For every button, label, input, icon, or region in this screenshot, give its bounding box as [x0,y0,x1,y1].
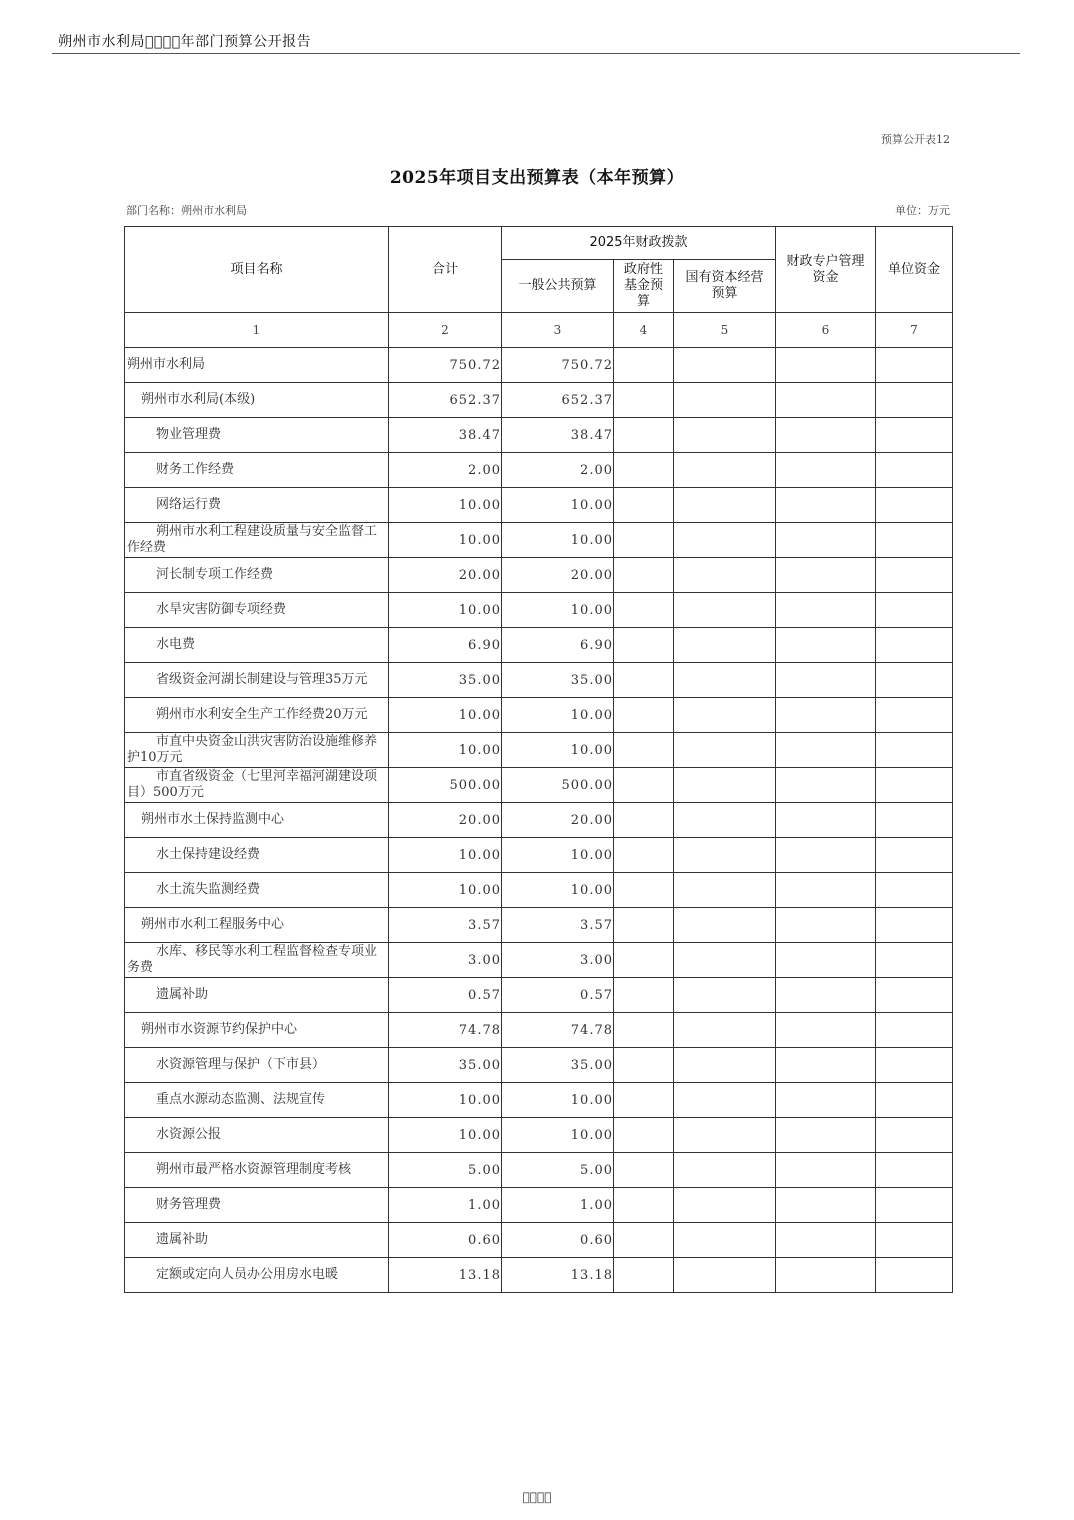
state-capital-cell [674,733,776,768]
general-budget-cell: 20.00 [502,803,614,838]
unit-fund-cell [876,523,953,558]
gov-fund-cell [614,768,674,803]
project-name-cell: 水资源管理与保护（下市县） [125,1048,389,1083]
table-row [125,523,953,558]
table-row [125,978,953,1013]
table-row [125,733,953,768]
special-account-cell [776,803,876,838]
project-name-cell: 朔州市水利局 [125,348,389,383]
special-account-cell [776,838,876,873]
general-budget-cell: 652.37 [502,383,614,418]
state-capital-cell [674,593,776,628]
project-name-cell: 物业管理费 [125,418,389,453]
column-header-state-capital: 国有资本经营预算 [674,260,776,313]
project-name-cell: 财务工作经费 [125,453,389,488]
general-budget-cell: 13.18 [502,1258,614,1293]
total-cell: 10.00 [389,1118,502,1153]
general-budget-cell: 35.00 [502,1048,614,1083]
state-capital-cell [674,1118,776,1153]
project-name-cell: 市直中央资金山洪灾害防治设施维修养护10万元 [125,733,389,768]
unit-fund-cell [876,838,953,873]
state-capital-cell [674,628,776,663]
unit-fund-cell [876,1188,953,1223]
special-account-cell [776,348,876,383]
column-index: 4 [614,313,674,348]
general-budget-cell: 10.00 [502,733,614,768]
special-account-cell [776,628,876,663]
state-capital-cell [674,558,776,593]
special-account-cell [776,1118,876,1153]
unit-fund-cell [876,383,953,418]
table-row [125,768,953,803]
state-capital-cell [674,1048,776,1083]
column-header-unit-fund: 单位资金 [876,227,953,313]
total-cell: 5.00 [389,1153,502,1188]
general-budget-cell: 10.00 [502,838,614,873]
general-budget-cell: 10.00 [502,488,614,523]
gov-fund-cell [614,558,674,593]
gov-fund-cell [614,1223,674,1258]
gov-fund-cell [614,383,674,418]
gov-fund-cell [614,488,674,523]
state-capital-cell [674,698,776,733]
table-row [125,838,953,873]
special-account-cell [776,488,876,523]
general-budget-cell: 3.00 [502,943,614,978]
table-row [125,348,953,383]
state-capital-cell [674,1013,776,1048]
total-cell: 35.00 [389,1048,502,1083]
table-row [125,908,953,943]
table-row [125,803,953,838]
project-name-cell: 重点水源动态监测、法规宣传 [125,1083,389,1118]
table-row [125,558,953,593]
special-account-cell [776,1188,876,1223]
total-cell: 10.00 [389,523,502,558]
table-row [125,1153,953,1188]
general-budget-cell: 20.00 [502,558,614,593]
special-account-cell [776,1013,876,1048]
special-account-cell [776,873,876,908]
gov-fund-cell [614,978,674,1013]
state-capital-cell [674,1188,776,1223]
gov-fund-cell [614,838,674,873]
gov-fund-cell [614,1118,674,1153]
gov-fund-cell [614,628,674,663]
total-cell: 10.00 [389,873,502,908]
unit-fund-cell [876,593,953,628]
gov-fund-cell [614,733,674,768]
table-row [125,1048,953,1083]
unit-fund-cell [876,488,953,523]
total-cell: 10.00 [389,838,502,873]
special-account-cell [776,383,876,418]
gov-fund-cell [614,698,674,733]
total-cell: 3.00 [389,943,502,978]
general-budget-cell: 750.72 [502,348,614,383]
table-row [125,1188,953,1223]
gov-fund-cell [614,943,674,978]
total-cell: 652.37 [389,383,502,418]
gov-fund-cell [614,593,674,628]
table-row [125,628,953,663]
state-capital-cell [674,1258,776,1293]
project-name-cell: 朔州市水利工程建设质量与安全监督工作经费 [125,523,389,558]
unit-fund-cell [876,1083,953,1118]
general-budget-cell: 10.00 [502,523,614,558]
special-account-cell [776,978,876,1013]
state-capital-cell [674,1153,776,1188]
general-budget-cell: 3.57 [502,908,614,943]
project-name-cell: 朔州市最严格水资源管理制度考核 [125,1153,389,1188]
state-capital-cell [674,768,776,803]
general-budget-cell: 10.00 [502,1118,614,1153]
unit-fund-cell [876,733,953,768]
column-header-name: 项目名称 [125,227,389,313]
total-cell: 0.57 [389,978,502,1013]
project-name-cell: 水旱灾害防御专项经费 [125,593,389,628]
general-budget-cell: 2.00 [502,453,614,488]
header-divider [52,53,1020,54]
special-account-cell [776,663,876,698]
table-row [125,593,953,628]
special-account-cell [776,418,876,453]
total-cell: 74.78 [389,1013,502,1048]
column-header-gov-fund: 政府性基金预算 [614,260,674,313]
state-capital-cell [674,943,776,978]
special-account-cell [776,908,876,943]
department-label: 部门名称：朔州市水利局 [126,204,247,217]
state-capital-cell [674,383,776,418]
state-capital-cell [674,1083,776,1118]
table-row [125,488,953,523]
general-budget-cell: 0.57 [502,978,614,1013]
table-row [125,1223,953,1258]
special-account-cell [776,558,876,593]
general-budget-cell: 35.00 [502,663,614,698]
special-account-cell [776,593,876,628]
special-account-cell [776,1083,876,1118]
unit-fund-cell [876,978,953,1013]
column-header-fiscal-group: 2025年财政拨款 [502,227,776,260]
general-budget-cell: 10.00 [502,593,614,628]
project-name-cell: 河长制专项工作经费 [125,558,389,593]
state-capital-cell [674,348,776,383]
project-name-cell: 财务管理费 [125,1188,389,1223]
total-cell: 10.00 [389,488,502,523]
general-budget-cell: 74.78 [502,1013,614,1048]
gov-fund-cell [614,873,674,908]
special-account-cell [776,733,876,768]
page-number:      [522,1490,552,1504]
project-name-cell: 水资源公报 [125,1118,389,1153]
gov-fund-cell [614,1258,674,1293]
project-name-cell: 市直省级资金（七里河幸福河湖建设项目）500万元 [125,768,389,803]
general-budget-cell: 38.47 [502,418,614,453]
unit-fund-cell [876,908,953,943]
budget-table [124,226,953,1293]
gov-fund-cell [614,418,674,453]
table-row [125,418,953,453]
unit-fund-cell [876,873,953,908]
page-title: 2025年项目支出预算表（本年预算） [389,168,685,188]
total-cell: 10.00 [389,1083,502,1118]
project-name-cell: 省级资金河湖长制建设与管理35万元 [125,663,389,698]
gov-fund-cell [614,1013,674,1048]
total-cell: 20.00 [389,803,502,838]
table-row [125,383,953,418]
column-index: 6 [776,313,876,348]
project-name-cell: 遗属补助 [125,1223,389,1258]
unit-fund-cell [876,768,953,803]
table-row [125,1083,953,1118]
state-capital-cell [674,873,776,908]
gov-fund-cell [614,453,674,488]
table-row [125,1118,953,1153]
total-cell: 750.72 [389,348,502,383]
gov-fund-cell [614,348,674,383]
total-cell: 10.00 [389,698,502,733]
project-name-cell: 水库、移民等水利工程监督检查专项业务费 [125,943,389,978]
project-name-cell: 定额或定向人员办公用房水电暖 [125,1258,389,1293]
unit-fund-cell [876,663,953,698]
column-header-special-account: 财政专户管理资金 [776,227,876,313]
column-index: 1 [125,313,389,348]
state-capital-cell [674,523,776,558]
unit-fund-cell [876,1013,953,1048]
gov-fund-cell [614,663,674,698]
table-row [125,1013,953,1048]
state-capital-cell [674,418,776,453]
unit-fund-cell [876,558,953,593]
state-capital-cell [674,663,776,698]
special-account-cell [776,943,876,978]
gov-fund-cell [614,523,674,558]
project-name-cell: 遗属补助 [125,978,389,1013]
column-index: 5 [674,313,776,348]
table-row [125,453,953,488]
column-index: 7 [876,313,953,348]
unit-fund-cell [876,1258,953,1293]
general-budget-cell: 10.00 [502,873,614,908]
state-capital-cell [674,488,776,523]
special-account-cell [776,1153,876,1188]
unit-fund-cell [876,698,953,733]
project-name-cell: 朔州市水土保持监测中心 [125,803,389,838]
unit-fund-cell [876,1118,953,1153]
gov-fund-cell [614,1048,674,1083]
total-cell: 0.60 [389,1223,502,1258]
project-name-cell: 朔州市水利局(本级) [125,383,389,418]
gov-fund-cell [614,803,674,838]
special-account-cell [776,768,876,803]
unit-fund-cell [876,1223,953,1258]
special-account-cell [776,1048,876,1083]
project-name-cell: 网络运行费 [125,488,389,523]
unit-fund-cell [876,1153,953,1188]
project-name-cell: 水电费 [125,628,389,663]
project-name-cell: 朔州市水利工程服务中心 [125,908,389,943]
column-header-total: 合计 [389,227,502,313]
unit-fund-cell [876,803,953,838]
project-name-cell: 水土流失监测经费 [125,873,389,908]
gov-fund-cell [614,908,674,943]
state-capital-cell [674,1223,776,1258]
project-name-cell: 朔州市水利安全生产工作经费20万元 [125,698,389,733]
general-budget-cell: 10.00 [502,698,614,733]
special-account-cell [776,523,876,558]
table-number: 预算公开表12 [881,133,950,146]
project-name-cell: 水土保持建设经费 [125,838,389,873]
total-cell: 38.47 [389,418,502,453]
total-cell: 13.18 [389,1258,502,1293]
special-account-cell [776,698,876,733]
column-index: 2 [389,313,502,348]
state-capital-cell [674,908,776,943]
unit-fund-cell [876,348,953,383]
table-row [125,943,953,978]
report-header-title: 朔州市水利局    年部门预算公开报告 [58,34,312,50]
gov-fund-cell [614,1083,674,1118]
column-index-row [125,313,953,348]
total-cell: 6.90 [389,628,502,663]
state-capital-cell [674,838,776,873]
total-cell: 1.00 [389,1188,502,1223]
total-cell: 20.00 [389,558,502,593]
special-account-cell [776,1258,876,1293]
column-header-general-budget: 一般公共预算 [502,260,614,313]
state-capital-cell [674,453,776,488]
gov-fund-cell [614,1153,674,1188]
general-budget-cell: 6.90 [502,628,614,663]
total-cell: 3.57 [389,908,502,943]
general-budget-cell: 1.00 [502,1188,614,1223]
total-cell: 10.00 [389,733,502,768]
table-row [125,873,953,908]
total-cell: 500.00 [389,768,502,803]
general-budget-cell: 0.60 [502,1223,614,1258]
total-cell: 10.00 [389,593,502,628]
general-budget-cell: 10.00 [502,1083,614,1118]
column-index: 3 [502,313,614,348]
unit-fund-cell [876,418,953,453]
general-budget-cell: 500.00 [502,768,614,803]
unit-fund-cell [876,628,953,663]
project-name-cell: 朔州市水资源节约保护中心 [125,1013,389,1048]
state-capital-cell [674,978,776,1013]
table-row [125,1258,953,1293]
unit-fund-cell [876,453,953,488]
total-cell: 2.00 [389,453,502,488]
general-budget-cell: 5.00 [502,1153,614,1188]
unit-fund-cell [876,1048,953,1083]
special-account-cell [776,453,876,488]
unit-label: 单位：万元 [895,204,950,217]
state-capital-cell [674,803,776,838]
unit-fund-cell [876,943,953,978]
table-row [125,698,953,733]
gov-fund-cell [614,1188,674,1223]
table-row [125,663,953,698]
special-account-cell [776,1223,876,1258]
total-cell: 35.00 [389,663,502,698]
